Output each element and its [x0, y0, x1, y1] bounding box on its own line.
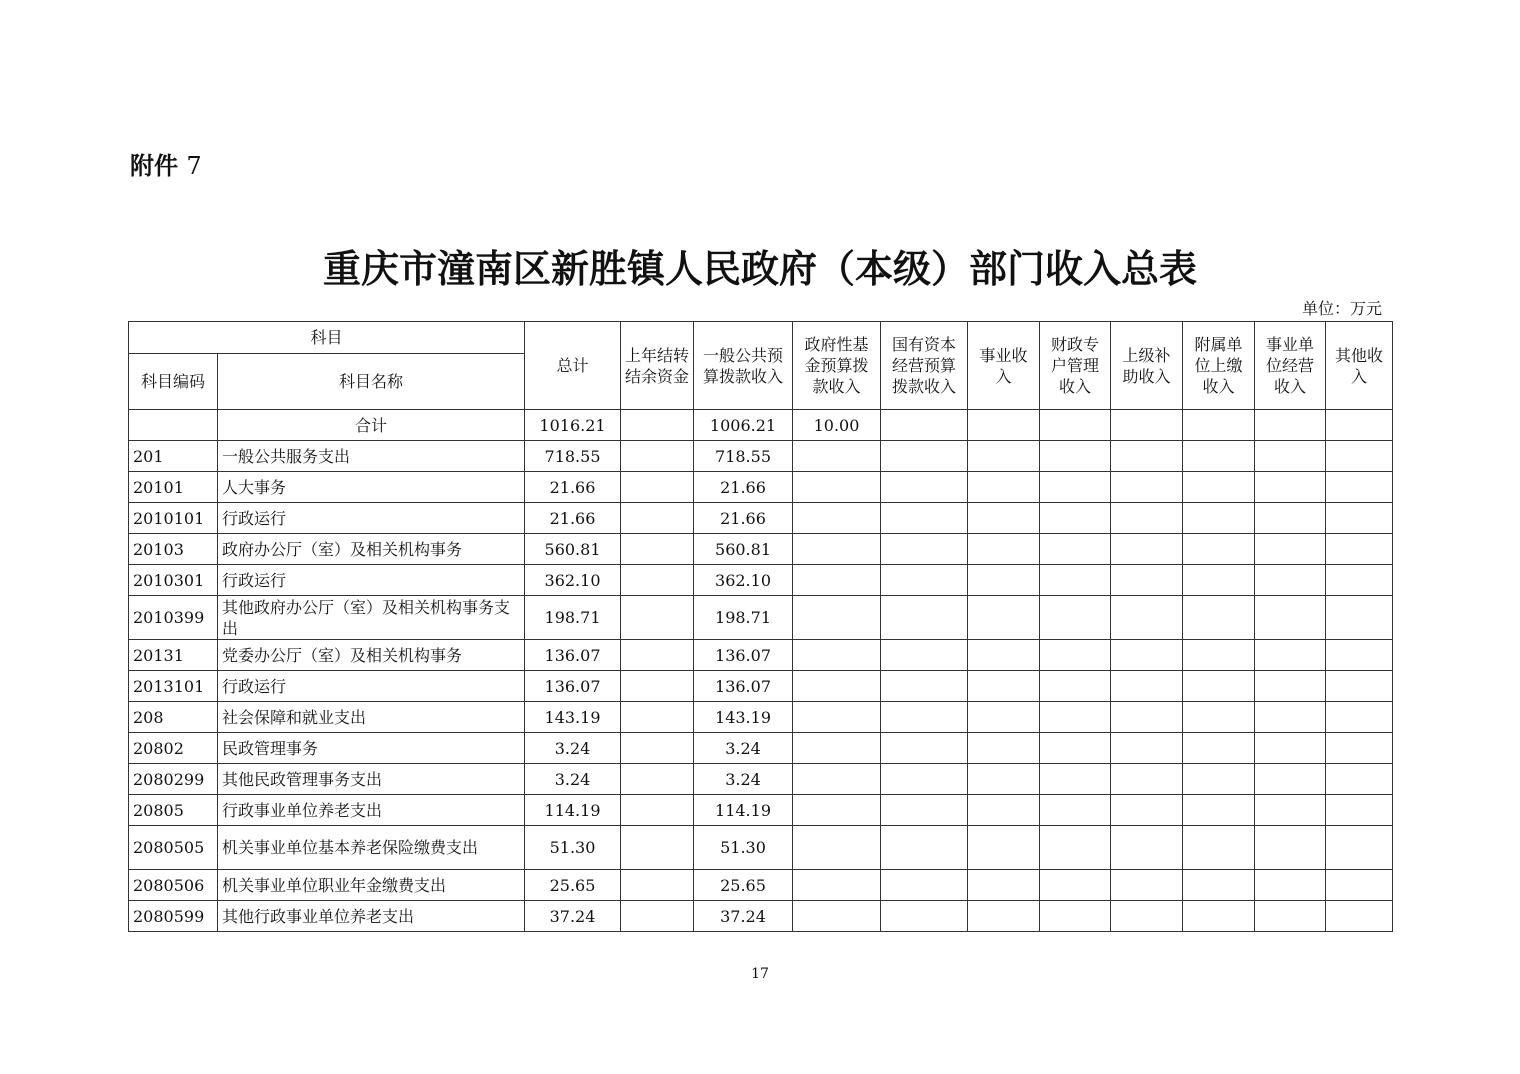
row-code: 201 — [129, 441, 218, 472]
empty-cell — [1111, 441, 1183, 472]
empty-cell — [793, 441, 881, 472]
row-total: 560.81 — [525, 534, 621, 565]
row-general: 21.66 — [694, 503, 793, 534]
empty-cell — [1255, 596, 1326, 640]
empty-cell — [968, 764, 1040, 795]
empty-cell — [1040, 671, 1111, 702]
row-carryover — [621, 901, 694, 932]
empty-cell — [968, 671, 1040, 702]
table-row — [129, 702, 1393, 733]
empty-cell — [1255, 565, 1326, 596]
empty-cell — [1326, 764, 1393, 795]
attachment-number: 7 — [186, 152, 202, 180]
empty-cell — [968, 870, 1040, 901]
empty-cell — [1183, 472, 1255, 503]
empty-cell — [881, 870, 968, 901]
row-code: 2010101 — [129, 503, 218, 534]
empty-cell — [793, 472, 881, 503]
header-subsidy: 上级补助收入 — [1111, 322, 1183, 410]
empty-cell — [1111, 565, 1183, 596]
row-general: 114.19 — [694, 795, 793, 826]
header-govfund: 政府性基金预算拨款收入 — [793, 322, 881, 410]
row-code: 2010399 — [129, 596, 218, 640]
empty-cell — [793, 534, 881, 565]
row-general: 143.19 — [694, 702, 793, 733]
empty-cell — [881, 764, 968, 795]
row-carryover — [621, 826, 694, 870]
empty-cell — [1111, 671, 1183, 702]
row-general: 51.30 — [694, 826, 793, 870]
empty-cell — [1255, 826, 1326, 870]
table-row — [129, 503, 1393, 534]
row-carryover — [621, 733, 694, 764]
empty-cell — [881, 640, 968, 671]
row-general: 25.65 — [694, 870, 793, 901]
table-row — [129, 901, 1393, 932]
empty-cell — [1183, 503, 1255, 534]
empty-cell — [1326, 534, 1393, 565]
empty-cell — [1111, 640, 1183, 671]
row-carryover — [621, 565, 694, 596]
row-name: 社会保障和就业支出 — [218, 702, 525, 733]
row-code: 20802 — [129, 733, 218, 764]
empty-cell — [1040, 826, 1111, 870]
row-carryover — [621, 702, 694, 733]
row-carryover — [621, 503, 694, 534]
table-row — [129, 795, 1393, 826]
table-row — [129, 826, 1393, 870]
empty-cell — [1183, 441, 1255, 472]
header-code: 科目编码 — [129, 354, 218, 410]
row-total: 37.24 — [525, 901, 621, 932]
row-code: 208 — [129, 702, 218, 733]
row-code: 2010301 — [129, 565, 218, 596]
total-row-label: 合计 — [218, 410, 525, 441]
header-special: 财政专户管理收入 — [1040, 322, 1111, 410]
row-general: 718.55 — [694, 441, 793, 472]
empty-cell — [1040, 596, 1111, 640]
empty-cell — [1183, 764, 1255, 795]
row-name: 其他政府办公厅（室）及相关机构事务支出 — [218, 596, 525, 640]
row-name: 党委办公厅（室）及相关机构事务 — [218, 640, 525, 671]
empty-cell — [1040, 901, 1111, 932]
empty-cell — [793, 870, 881, 901]
empty-cell — [1040, 503, 1111, 534]
empty-cell — [1255, 640, 1326, 671]
row-code: 2080599 — [129, 901, 218, 932]
table-row — [129, 534, 1393, 565]
empty-cell — [1111, 596, 1183, 640]
empty-cell — [1111, 733, 1183, 764]
empty-cell — [881, 826, 968, 870]
empty-cell — [793, 596, 881, 640]
row-total: 198.71 — [525, 596, 621, 640]
empty-cell — [1326, 640, 1393, 671]
total-row-govfund: 10.00 — [793, 410, 881, 441]
empty-cell — [881, 441, 968, 472]
income-table — [128, 321, 1393, 932]
row-general: 198.71 — [694, 596, 793, 640]
attachment-label — [130, 146, 202, 181]
row-carryover — [621, 534, 694, 565]
empty-cell — [1255, 503, 1326, 534]
table-row — [129, 870, 1393, 901]
table-row — [129, 472, 1393, 503]
row-carryover — [621, 472, 694, 503]
row-total: 362.10 — [525, 565, 621, 596]
row-code: 2080505 — [129, 826, 218, 870]
row-code: 20101 — [129, 472, 218, 503]
empty-cell — [1183, 671, 1255, 702]
row-total: 25.65 — [525, 870, 621, 901]
empty-cell — [793, 795, 881, 826]
row-total: 136.07 — [525, 640, 621, 671]
empty-cell — [1326, 671, 1393, 702]
row-total: 718.55 — [525, 441, 621, 472]
row-total: 51.30 — [525, 826, 621, 870]
empty-cell — [968, 441, 1040, 472]
empty-cell — [968, 472, 1040, 503]
empty-cell — [1040, 702, 1111, 733]
row-general: 136.07 — [694, 671, 793, 702]
table-row — [129, 640, 1393, 671]
empty-cell — [1326, 565, 1393, 596]
empty-cell — [1255, 472, 1326, 503]
table-row — [129, 596, 1393, 640]
empty-cell — [968, 826, 1040, 870]
empty-cell — [1255, 671, 1326, 702]
table-row — [129, 565, 1393, 596]
empty-cell — [968, 640, 1040, 671]
empty-cell — [881, 565, 968, 596]
page-number: 17 — [751, 966, 769, 982]
row-code: 20131 — [129, 640, 218, 671]
empty-cell — [881, 702, 968, 733]
empty-cell — [1111, 534, 1183, 565]
row-total: 136.07 — [525, 671, 621, 702]
header-carryover: 上年结转结余资金 — [621, 322, 694, 410]
empty-cell — [881, 534, 968, 565]
row-name: 行政运行 — [218, 503, 525, 534]
empty-cell — [1111, 826, 1183, 870]
row-name: 民政管理事务 — [218, 733, 525, 764]
empty-cell — [793, 826, 881, 870]
empty-cell — [968, 503, 1040, 534]
empty-cell — [1326, 795, 1393, 826]
empty-cell — [1040, 733, 1111, 764]
empty-cell — [881, 901, 968, 932]
header-group: 科目 — [129, 322, 525, 354]
empty-cell — [1255, 764, 1326, 795]
row-general: 3.24 — [694, 733, 793, 764]
empty-cell — [1040, 472, 1111, 503]
empty-cell — [793, 702, 881, 733]
row-general: 560.81 — [694, 534, 793, 565]
empty-cell — [793, 733, 881, 764]
row-carryover — [621, 640, 694, 671]
row-carryover — [621, 870, 694, 901]
empty-cell — [1111, 472, 1183, 503]
empty-cell — [1326, 441, 1393, 472]
header-total: 总计 — [525, 322, 621, 410]
row-name: 行政运行 — [218, 671, 525, 702]
row-carryover — [621, 795, 694, 826]
empty-cell — [1183, 870, 1255, 901]
empty-cell — [881, 733, 968, 764]
empty-cell — [793, 565, 881, 596]
row-name: 政府办公厅（室）及相关机构事务 — [218, 534, 525, 565]
header-operating: 事业单位经营收入 — [1255, 322, 1326, 410]
empty-cell — [1255, 441, 1326, 472]
empty-cell — [1040, 795, 1111, 826]
row-general: 362.10 — [694, 565, 793, 596]
empty-cell — [881, 596, 968, 640]
row-carryover — [621, 441, 694, 472]
header-stateowned: 国有资本经营预算拨款收入 — [881, 322, 968, 410]
empty-cell — [1111, 702, 1183, 733]
empty-cell — [1255, 733, 1326, 764]
empty-cell — [1111, 764, 1183, 795]
empty-cell — [881, 503, 968, 534]
empty-cell — [881, 795, 968, 826]
empty-cell — [1326, 870, 1393, 901]
empty-cell — [1111, 870, 1183, 901]
empty-cell — [1183, 733, 1255, 764]
empty-cell — [1255, 702, 1326, 733]
empty-cell — [1326, 901, 1393, 932]
table-row — [129, 671, 1393, 702]
row-name: 一般公共服务支出 — [218, 441, 525, 472]
header-business: 事业收入 — [968, 322, 1040, 410]
empty-cell — [1040, 764, 1111, 795]
row-carryover — [621, 671, 694, 702]
row-name: 行政事业单位养老支出 — [218, 795, 525, 826]
table-row — [129, 733, 1393, 764]
total-row-carryover — [621, 410, 694, 441]
empty-cell — [1326, 702, 1393, 733]
empty-cell — [968, 596, 1040, 640]
row-general: 21.66 — [694, 472, 793, 503]
empty-cell — [1183, 596, 1255, 640]
empty-cell — [1040, 441, 1111, 472]
row-name: 其他民政管理事务支出 — [218, 764, 525, 795]
header-name: 科目名称 — [218, 354, 525, 410]
row-name: 人大事务 — [218, 472, 525, 503]
empty-cell — [1183, 826, 1255, 870]
empty-cell — [968, 733, 1040, 764]
empty-cell — [1040, 565, 1111, 596]
empty-cell — [1326, 503, 1393, 534]
empty-cell — [1183, 534, 1255, 565]
empty-cell — [1326, 596, 1393, 640]
row-total: 143.19 — [525, 702, 621, 733]
total-row-general: 1006.21 — [694, 410, 793, 441]
empty-cell — [1326, 472, 1393, 503]
row-carryover — [621, 596, 694, 640]
row-total: 21.66 — [525, 472, 621, 503]
table-row — [129, 441, 1393, 472]
empty-cell — [1040, 534, 1111, 565]
unit-label: 单位：万元 — [1301, 299, 1382, 318]
empty-cell — [968, 795, 1040, 826]
empty-cell — [793, 640, 881, 671]
empty-cell — [1183, 702, 1255, 733]
row-total: 21.66 — [525, 503, 621, 534]
row-total: 3.24 — [525, 764, 621, 795]
empty-cell — [1255, 534, 1326, 565]
row-carryover — [621, 764, 694, 795]
empty-cell — [881, 472, 968, 503]
row-total: 3.24 — [525, 733, 621, 764]
empty-cell — [793, 764, 881, 795]
row-name: 其他行政事业单位养老支出 — [218, 901, 525, 932]
row-code: 20103 — [129, 534, 218, 565]
row-general: 37.24 — [694, 901, 793, 932]
empty-cell — [1255, 870, 1326, 901]
attachment-label-text: 附件 — [130, 152, 178, 180]
empty-cell — [1255, 795, 1326, 826]
empty-cell — [1183, 901, 1255, 932]
empty-cell — [881, 671, 968, 702]
empty-cell — [1326, 733, 1393, 764]
empty-cell — [1040, 640, 1111, 671]
empty-cell — [968, 534, 1040, 565]
header-other: 其他收入 — [1326, 322, 1393, 410]
table-row — [129, 764, 1393, 795]
empty-cell — [1255, 901, 1326, 932]
empty-cell — [1111, 901, 1183, 932]
row-code: 2013101 — [129, 671, 218, 702]
empty-cell — [1326, 826, 1393, 870]
row-name: 机关事业单位基本养老保险缴费支出 — [218, 826, 525, 870]
empty-cell — [1183, 565, 1255, 596]
row-name: 机关事业单位职业年金缴费支出 — [218, 870, 525, 901]
empty-cell — [1040, 870, 1111, 901]
empty-cell — [968, 565, 1040, 596]
total-row — [129, 410, 1393, 441]
empty-cell — [1183, 795, 1255, 826]
empty-cell — [1111, 503, 1183, 534]
empty-cell — [968, 702, 1040, 733]
row-code: 2080506 — [129, 870, 218, 901]
row-total: 114.19 — [525, 795, 621, 826]
empty-cell — [793, 671, 881, 702]
empty-cell — [793, 503, 881, 534]
empty-cell — [968, 901, 1040, 932]
empty-cell — [793, 901, 881, 932]
empty-cell — [1183, 640, 1255, 671]
empty-cell — [1111, 795, 1183, 826]
row-code: 20805 — [129, 795, 218, 826]
header-general: 一般公共预算拨款收入 — [694, 322, 793, 410]
document-title: 重庆市潼南区新胜镇人民政府（本级）部门收入总表 — [322, 247, 1197, 291]
row-name: 行政运行 — [218, 565, 525, 596]
header-affiliated: 附属单位上缴收入 — [1183, 322, 1255, 410]
row-general: 136.07 — [694, 640, 793, 671]
row-code: 2080299 — [129, 764, 218, 795]
row-general: 3.24 — [694, 764, 793, 795]
total-row-total: 1016.21 — [525, 410, 621, 441]
